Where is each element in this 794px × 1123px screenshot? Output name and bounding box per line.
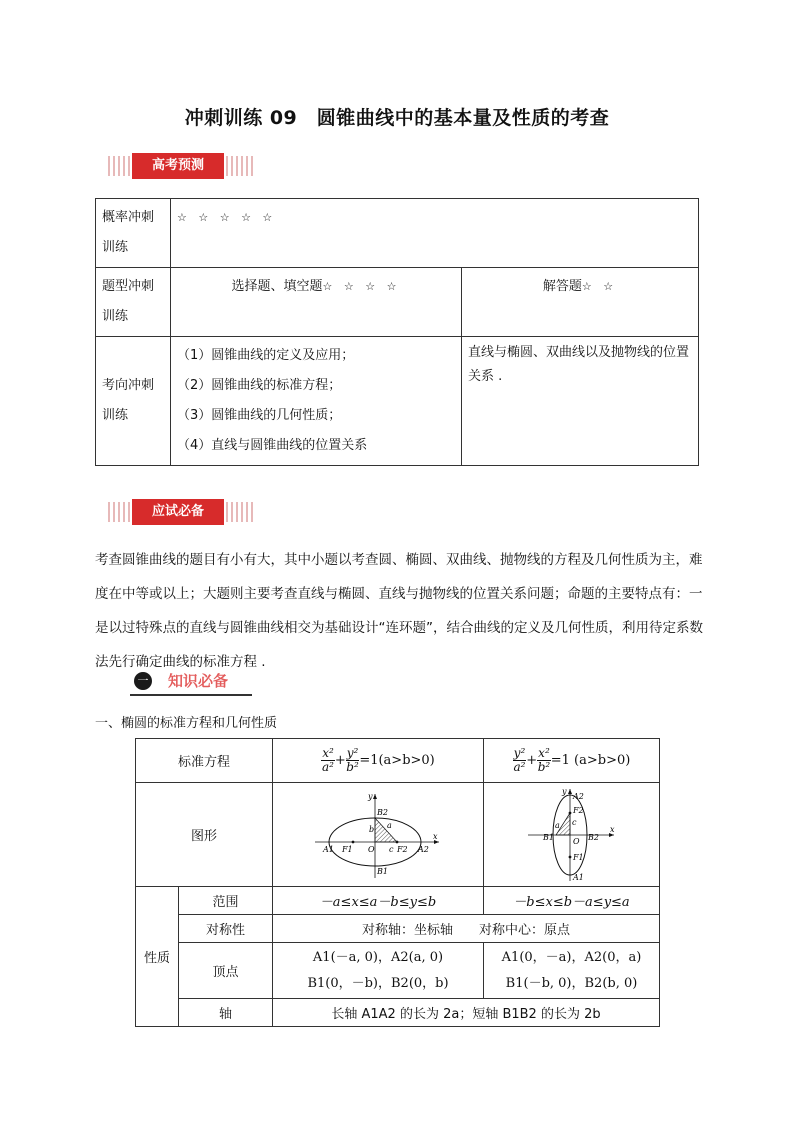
- axis-value: 长轴 A1A2 的长为 2a；短轴 B1B2 的长为 2b: [273, 999, 660, 1027]
- eq-den: b²: [346, 760, 359, 774]
- vertex-line: A1(0，－a)，A2(0，a): [501, 949, 642, 965]
- vertex-line: B1(－b, 0)，B2(b, 0): [505, 975, 638, 991]
- eq-den: b²: [537, 760, 551, 774]
- horizontal-ellipse-figure: [313, 790, 443, 880]
- eq-num: y²: [513, 746, 526, 760]
- knowledge-label: 知识必备: [168, 672, 229, 690]
- vertex-label: 顶点: [179, 943, 273, 999]
- fig-label: F2: [572, 805, 584, 815]
- banner-stripe-left: [108, 156, 130, 176]
- banner-stripe-right: [226, 156, 254, 176]
- question-type-answer: [462, 268, 699, 337]
- vertices-vertical: [484, 943, 660, 999]
- eq-den: a²: [513, 760, 526, 774]
- fig-label: A2: [418, 844, 429, 854]
- std-eq-label: 标准方程: [136, 739, 273, 783]
- eq-num: x²: [538, 746, 550, 760]
- banner-exam-essentials: [108, 499, 248, 525]
- eq-den: a²: [322, 760, 334, 774]
- fig-label: B2: [377, 807, 388, 817]
- direction-item: （4）直线与圆锥曲线的位置关系: [177, 438, 368, 453]
- fig-label: a: [554, 820, 560, 830]
- fig-label: c: [571, 817, 576, 827]
- equation-vertical: $\frac{\text{y²}}{\text{a²}}$ + $\frac{\text{x²}}{\text{b²}}$ =1 (a>b>0): [484, 739, 660, 783]
- row-label-question-type: 题型冲刺训练: [96, 268, 171, 337]
- row-label-direction: 考向冲刺训练: [96, 337, 171, 466]
- choice-fill-label: 选择题、填空题: [231, 279, 323, 294]
- equation-horizontal: $\frac{\text{x²}}{\text{a²}}$ + $\frac{\text{y²}}{\text{b²}}$ =1(a>b>0): [273, 739, 484, 783]
- symmetry-value: 对称轴：坐标轴 对称中心：原点: [273, 915, 660, 943]
- fig-label: a: [387, 820, 392, 830]
- direction-item: （3）圆锥曲线的几何性质；: [177, 408, 342, 423]
- fig-label: F1: [572, 852, 584, 862]
- figure-vertical-cell: [484, 783, 660, 887]
- fig-label: O: [368, 844, 375, 854]
- vertex-line: B1(0，－b)，B2(0，b): [307, 975, 449, 991]
- stars-rating: ☆ ☆ ☆ ☆ ☆: [177, 211, 277, 224]
- row-label-probability: 概率冲刺训练: [96, 199, 171, 268]
- direction-item: （1）圆锥曲线的定义及应用；: [177, 348, 355, 363]
- forecast-table: [95, 198, 699, 466]
- fig-label: y: [368, 791, 373, 801]
- fig-label: b: [369, 824, 375, 834]
- answer-label: 解答题: [542, 279, 582, 294]
- fig-label: A1: [323, 844, 334, 854]
- fig-label: A1: [572, 872, 584, 882]
- stars-rating: ☆ ☆ ☆ ☆: [322, 280, 401, 293]
- question-type-choice: [171, 268, 462, 337]
- fig-label: x: [609, 824, 615, 834]
- intro-paragraph: 考查圆锥曲线的题目有小有大，其中小题以考查圆、椭圆、双曲线、抛物线的方程及几何性质为主，难度在中等或以上；大题则主要考查直线与椭圆、直线与抛物线的位置关系问题；命题的主要特点有：一是以过特殊点的直线与圆锥曲线相交为基础设计“连环题”，结合曲线的定义及几何性质，利用待定系数法先行确定曲线的标准方程 .: [95, 552, 703, 670]
- vertex-line: A1(－a, 0)，A2(a, 0): [312, 949, 444, 965]
- fig-label: x: [433, 831, 438, 841]
- range-label: 范围: [179, 887, 273, 915]
- range-vertical: －b≤x≤b－a≤y≤a: [484, 887, 660, 915]
- eq-num: y²: [346, 746, 359, 760]
- direction-right: 直线与椭圆、双曲线以及抛物线的位置关系 .: [462, 337, 699, 466]
- underline: [130, 694, 252, 696]
- fig-label: F1: [342, 844, 353, 854]
- properties-label: 性质: [136, 887, 179, 1027]
- eq-rest: =1(a>b>0): [359, 753, 435, 768]
- figure-label: 图形: [136, 783, 273, 887]
- direction-item: （2）圆锥曲线的标准方程；: [177, 378, 342, 393]
- fig-label: O: [572, 836, 580, 846]
- fig-label: c: [389, 844, 394, 854]
- ellipse-properties-table: [135, 738, 660, 1027]
- probability-stars: [171, 199, 699, 268]
- banner-stripe-left: [108, 502, 130, 522]
- banner-label: 高考预测: [132, 153, 224, 179]
- fig-label: B2: [587, 832, 599, 842]
- banner-stripe-right: [226, 502, 254, 522]
- figure-horizontal-cell: [273, 783, 484, 887]
- range-horizontal: －a≤x≤a－b≤y≤b: [273, 887, 484, 915]
- eq-num: x²: [322, 746, 334, 760]
- direction-list: [171, 337, 462, 466]
- stars-rating: ☆ ☆: [581, 280, 618, 293]
- fig-label: B1: [542, 832, 554, 842]
- symmetry-label: 对称性: [179, 915, 273, 943]
- knowledge-badge: [130, 666, 250, 696]
- number-circle: 一: [134, 672, 152, 690]
- banner-exam-forecast: [108, 153, 248, 179]
- axis-label: 轴: [179, 999, 273, 1027]
- fig-label: B1: [377, 866, 388, 876]
- vertical-ellipse-figure: [522, 787, 622, 883]
- vertices-horizontal: [273, 943, 484, 999]
- eq-rest: =1 (a>b>0): [550, 753, 631, 768]
- fig-label: A2: [572, 791, 584, 801]
- fig-label: F2: [397, 844, 408, 854]
- section-heading: 一、椭圆的标准方程和几何性质: [95, 716, 278, 731]
- fig-label: y: [561, 786, 567, 796]
- page-title: 冲刺训练 09 圆锥曲线中的基本量及性质的考查: [184, 107, 610, 129]
- banner-label: 应试必备: [132, 499, 224, 525]
